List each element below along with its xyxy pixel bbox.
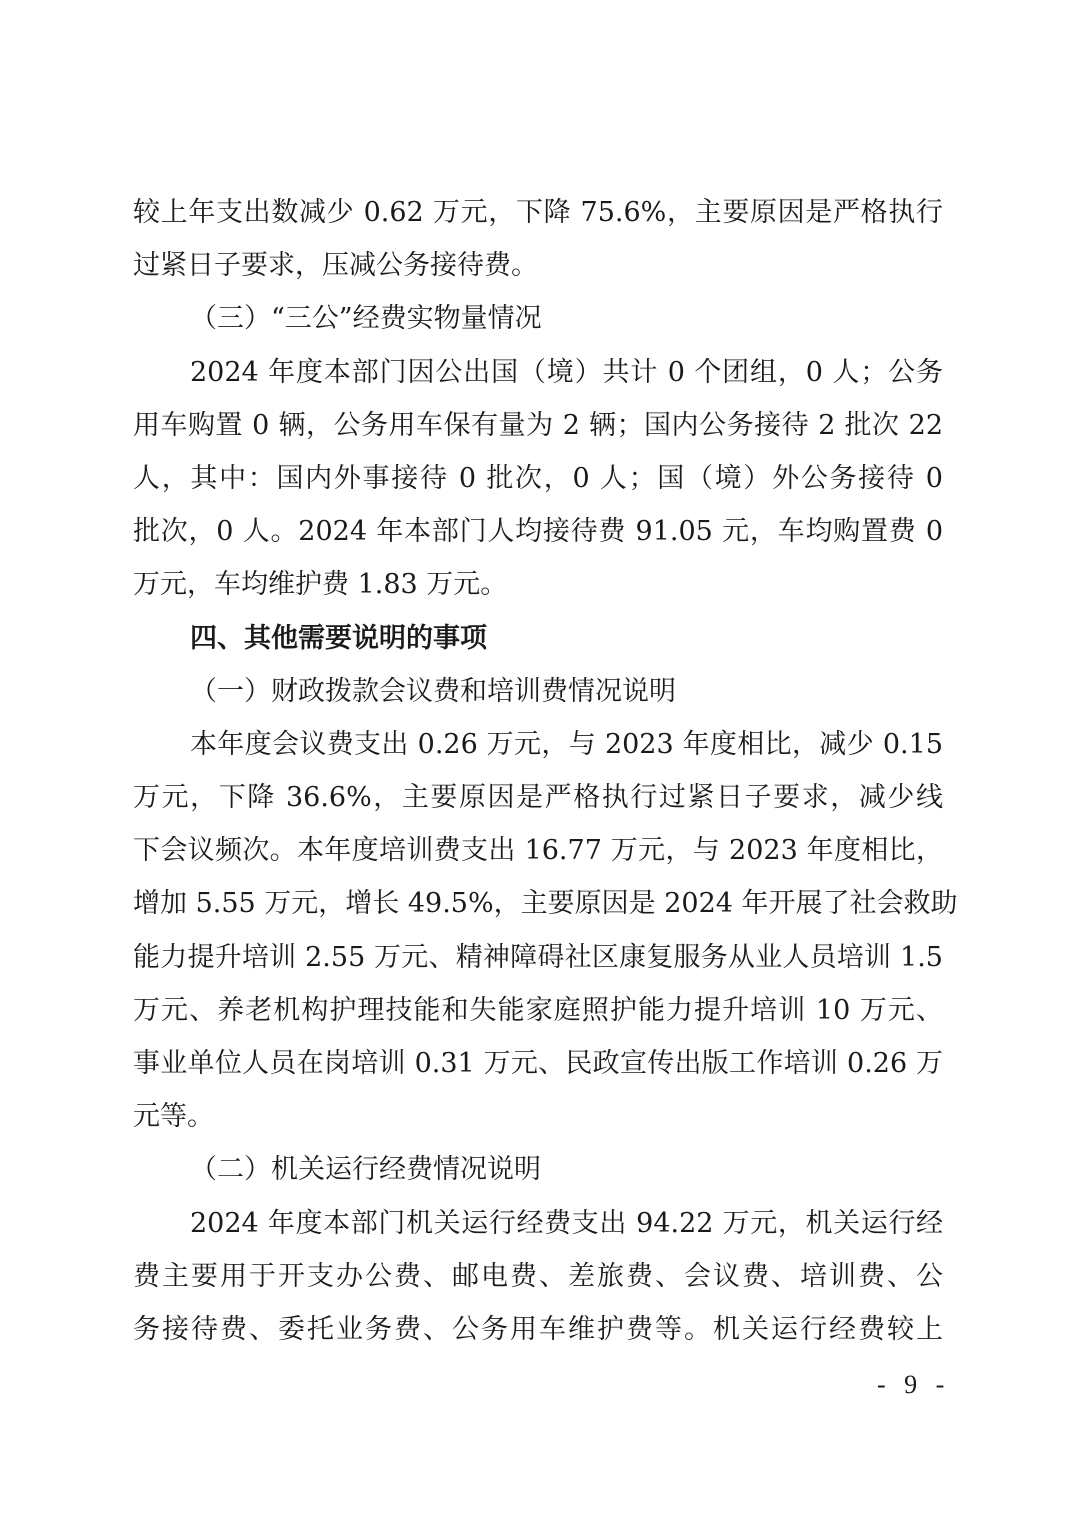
body-text-line: 万元、养老机构护理技能和失能家庭照护能力提升培训 10 万元、 (133, 994, 943, 1026)
body-text-line: 2024 年度本部门机关运行经费支出 94.22 万元，机关运行经 (190, 1207, 943, 1239)
body-text-line: 事业单位人员在岗培训 0.31 万元、民政宣传出版工作培训 0.26 万 (133, 1048, 943, 1079)
body-text-line: 元等。 (133, 1101, 214, 1133)
body-text-line: 过紧日子要求，压减公务接待费。 (133, 250, 538, 282)
subsection-heading: （一）财政拨款会议费和培训费情况说明 (190, 675, 676, 707)
body-text-line: 用车购置 0 辆，公务用车保有量为 2 辆；国内公务接待 2 批次 22 (133, 409, 943, 441)
body-text-line: 较上年支出数减少 0.62 万元，下降 75.6%，主要原因是严格执行 (133, 197, 943, 228)
body-text-line: 务接待费、委托业务费、公务用车维护费等。机关运行经费较上 (133, 1313, 943, 1345)
page-number: - 9 - (877, 1370, 951, 1399)
body-text-line: 批次，0 人。2024 年本部门人均接待费 91.05 元，车均购置费 0 (133, 516, 943, 548)
body-text-line: 万元，下降 36.6%，主要原因是严格执行过紧日子要求，减少线 (133, 782, 943, 814)
body-text-line: 2024 年度本部门因公出国（境）共计 0 个团组，0 人；公务 (190, 356, 943, 388)
body-text-line: 人，其中：国内外事接待 0 批次，0 人；国（境）外公务接待 0 (133, 462, 943, 494)
body-text-line: 万元，车均维护费 1.83 万元。 (133, 569, 508, 601)
subsection-heading: （三）“三公”经费实物量情况 (190, 303, 542, 335)
document-body (133, 186, 958, 1356)
section-heading: 四、其他需要说明的事项 (190, 622, 487, 654)
body-text-line: 能力提升培训 2.55 万元、精神障碍社区康复服务从业人员培训 1.5 (133, 941, 943, 973)
body-text-line: 费主要用于开支办公费、邮电费、差旅费、会议费、培训费、公 (133, 1260, 943, 1292)
body-text-line: 本年度会议费支出 0.26 万元，与 2023 年度相比，减少 0.15 (190, 728, 943, 760)
subsection-heading: （二）机关运行经费情况说明 (190, 1154, 541, 1186)
body-text-line: 下会议频次。本年度培训费支出 16.77 万元，与 2023 年度相比， (133, 835, 943, 867)
body-text-line: 增加 5.55 万元，增长 49.5%，主要原因是 2024 年开展了社会救助 (133, 888, 958, 920)
